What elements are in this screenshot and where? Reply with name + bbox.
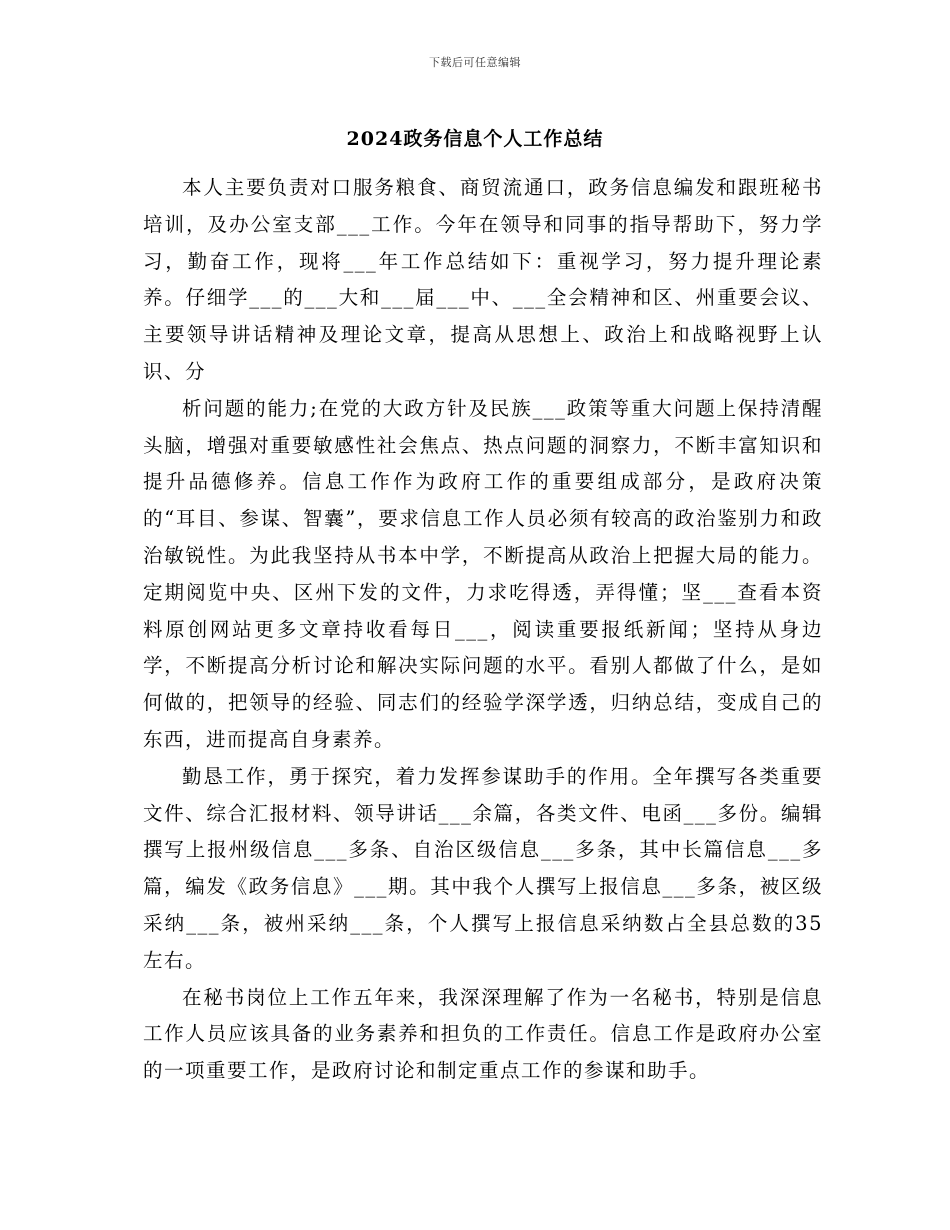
paragraph-4: 在秘书岗位上工作五年来，我深深理解了作为一名秘书，特别是信息工作人员应该具备的业务素养和担负的工作责任。信息工作是政府办公室的一项重要工作，是政府讨论和制定重点工作的参谋和助手。: [143, 985, 823, 1083]
paragraph-1: 本人主要负责对口服务粮食、商贸流通口，政务信息编发和跟班秘书培训，及办公室支部___工作。今年在领导和同事的指导帮助下，努力学习，勤奋工作，现将___年工作总结如下：重视学习，努力提升理论素养。仔细学___的___大和___届___中、___全会精神和区、州重要会议、主要领导讲话精神及理论文章，提高从思想上、政治上和战略视野上认识、分: [143, 176, 823, 383]
document-body: [143, 170, 823, 1090]
paragraph-2: 析问题的能力;在党的大政方针及民族___政策等重大问题上保持清醒头脑，增强对重要敏感性社会焦点、热点问题的洞察力，不断丰富知识和提升品德修养。信息工作作为政府工作的重要组成部分，是政府决策的“耳目、参谋、智囊”，要求信息工作人员必须有较高的政治鉴别力和政治敏锐性。为此我坚持从书本中学，不断提高从政治上把握大局的能力。定期阅览中央、区州下发的文件，力求吃得透，弄得懂；坚___查看本资料原创网站更多文章持收看每日___，阅读重要报纸新闻；坚持从身边学，不断提高分析讨论和解决实际问题的水平。看别人都做了什么，是如何做的，把领导的经验、同志们的经验学深学透，归纳总结，变成自己的东西，进而提高自身素养。: [143, 396, 823, 751]
page-header-note: 下载后可任意编辑: [429, 56, 521, 69]
document-title: 2024政务信息个人工作总结: [346, 128, 604, 150]
paragraph-3: 勤恳工作，勇于探究，着力发挥参谋助手的作用。全年撰写各类重要文件、综合汇报材料、领导讲话___余篇，各类文件、电函___多份。编辑撰写上报州级信息___多条、自治区级信息___多条，其中长篇信息___多篇，编发《政务信息》___期。其中我个人撰写上报信息___多条，被区级采纳___条，被州采纳___条，个人撰写上报信息采纳数占全县总数的35左右。: [143, 764, 823, 972]
